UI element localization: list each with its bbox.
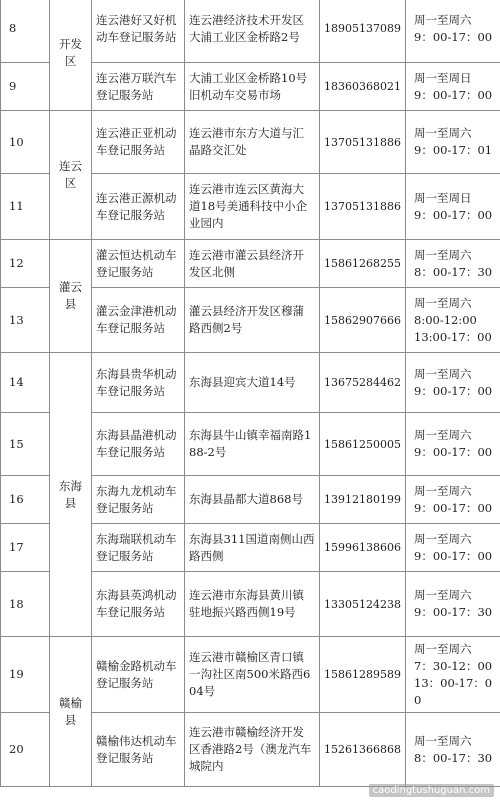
table-row	[1, 353, 500, 413]
station-phone: 15861289589	[320, 637, 406, 713]
station-phone: 15861268255	[320, 240, 406, 288]
district-cell: 灌云县	[50, 240, 92, 353]
station-address: 连云港市东海县黄川镇驻地振兴路西侧19号	[185, 572, 320, 637]
table-row	[1, 111, 500, 174]
station-address: 东海县牛山镇幸福南路188-2号	[185, 413, 320, 476]
station-hours: 周一至周六 8:00-12:00 13:00-17：00	[406, 288, 500, 353]
station-address: 连云港经济技术开发区大浦工业区金桥路2号	[185, 0, 320, 63]
row-number: 10	[1, 111, 50, 174]
station-hours: 周一至周六 9：00-17：00	[406, 524, 500, 572]
site-watermark: caodingtushuguan.com	[369, 784, 494, 797]
station-address: 连云港市灌云县经济开发区北侧	[185, 240, 320, 288]
station-phone: 13912180199	[320, 476, 406, 524]
station-name: 连云港正亚机动车登记服务站	[92, 111, 185, 174]
station-name: 赣榆伟达机动车登记服务站	[92, 713, 185, 787]
station-name: 连云港万联汽车登记服务站	[92, 63, 185, 111]
station-address: 连云港市赣榆区青口镇一沟社区南500米路西604号	[185, 637, 320, 713]
row-number: 9	[1, 63, 50, 111]
station-hours: 周一至周六 9：00-17：00	[406, 413, 500, 476]
row-number: 19	[1, 637, 50, 713]
table-row	[1, 240, 500, 288]
row-number: 18	[1, 572, 50, 637]
station-address: 连云港市连云区黄海大道18号美通科技中小企业园内	[185, 174, 320, 240]
row-number: 17	[1, 524, 50, 572]
row-number: 15	[1, 413, 50, 476]
station-name: 东海县晶港机动车登记服务站	[92, 413, 185, 476]
district-cell: 东海县	[50, 353, 92, 637]
row-number: 12	[1, 240, 50, 288]
station-phone: 18905137089	[320, 0, 406, 63]
station-name: 东海县英鸿机动车登记服务站	[92, 572, 185, 637]
station-hours: 周一至周六 9：00-17：00	[406, 476, 500, 524]
station-hours: 周一至周六 9：00-17：00	[406, 353, 500, 413]
station-hours: 周一至周六 8：00-17：30	[406, 240, 500, 288]
station-phone: 15862907666	[320, 288, 406, 353]
district-cell: 赣榆县	[50, 637, 92, 787]
station-hours: 周一至周六 7：30-12：00 13：00-17：00	[406, 637, 500, 713]
station-phone: 18360368021	[320, 63, 406, 111]
station-name: 赣榆金路机动车登记服务站	[92, 637, 185, 713]
station-address: 大浦工业区金桥路10号旧机动车交易市场	[185, 63, 320, 111]
station-phone: 13675284462	[320, 353, 406, 413]
station-phone: 15996138606	[320, 524, 406, 572]
station-hours: 周一至周日 9：00-17：00	[406, 63, 500, 111]
station-address: 灌云县经济开发区穆蒲路西侧2号	[185, 288, 320, 353]
station-name: 灌云恒达机动车登记服务站	[92, 240, 185, 288]
station-name: 灌云金津港机动车登记服务站	[92, 288, 185, 353]
row-number: 11	[1, 174, 50, 240]
row-number: 14	[1, 353, 50, 413]
station-name: 东海瑞联机动车登记服务站	[92, 524, 185, 572]
station-address: 东海县晶都大道868号	[185, 476, 320, 524]
station-phone: 13705131886	[320, 174, 406, 240]
district-cell: 连云区	[50, 111, 92, 240]
row-number: 8	[1, 0, 50, 63]
station-phone: 13705131886	[320, 111, 406, 174]
station-hours: 周一至周六 9：00-17：00	[406, 0, 500, 63]
station-address: 连云港市赣榆经济开发区香港路2号（澳龙汽车城院内	[185, 713, 320, 787]
station-hours: 周一至周六 8：00-17：30	[406, 713, 500, 787]
district-cell: 开发区	[50, 0, 92, 111]
station-hours: 周一至周六 9：00-17：30	[406, 572, 500, 637]
table-row	[1, 637, 500, 713]
station-address: 连云港市东方大道与汇晶路交汇处	[185, 111, 320, 174]
station-name: 连云港好又好机动车登记服务站	[92, 0, 185, 63]
row-number: 13	[1, 288, 50, 353]
station-phone: 15861250005	[320, 413, 406, 476]
station-hours: 周一至周六 9：00-17：01	[406, 111, 500, 174]
station-name: 东海九龙机动车登记服务站	[92, 476, 185, 524]
row-number: 16	[1, 476, 50, 524]
station-phone: 13305124238	[320, 572, 406, 637]
station-name: 东海县贵华机动车登记服务站	[92, 353, 185, 413]
station-phone: 15261366868	[320, 713, 406, 787]
station-hours: 周一至周日 9：00-17：00	[406, 174, 500, 240]
row-number: 20	[1, 713, 50, 787]
station-name: 连云港正源机动车登记服务站	[92, 174, 185, 240]
table-row	[1, 0, 500, 63]
station-address: 东海县311国道南侧山西路西侧	[185, 524, 320, 572]
station-address: 东海县迎宾大道14号	[185, 353, 320, 413]
